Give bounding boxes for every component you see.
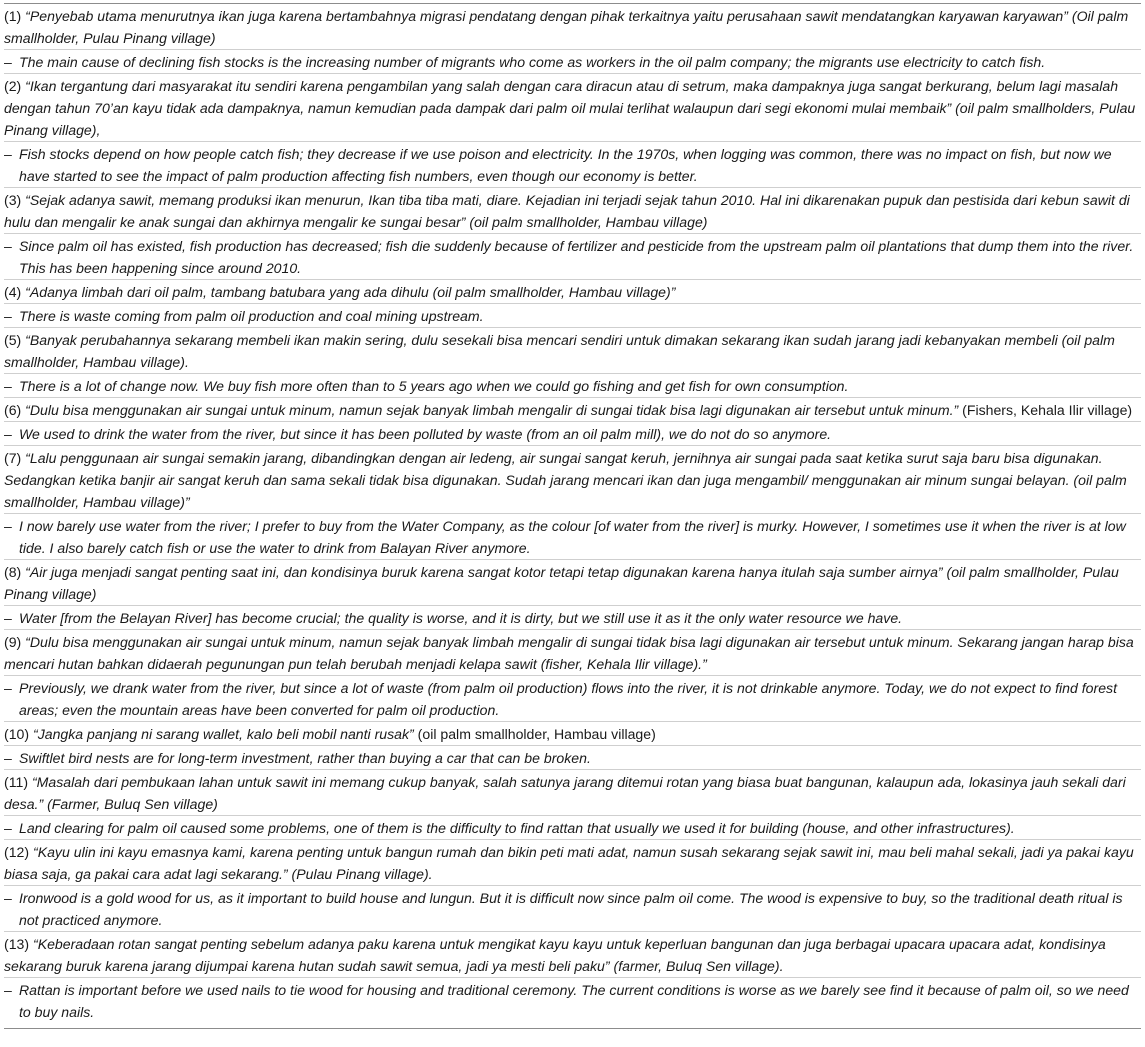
quote-entry xyxy=(4,721,1141,769)
entry-number: (13) xyxy=(4,936,30,952)
translation-text: Ironwood is a gold wood for us, as it important to build house and lungun. But it is difficult now since palm oil come. The wood is expensive to buy, so the traditional death ritual is not practiced anymore. xyxy=(19,890,1123,928)
entry-number: (5) xyxy=(4,332,22,348)
quote-entry xyxy=(4,279,1141,327)
quotes-table xyxy=(4,0,1141,1029)
dash-marker: – xyxy=(4,308,12,324)
dash-marker: – xyxy=(4,680,12,696)
translation-cell xyxy=(4,303,1141,327)
translation-cell xyxy=(4,49,1141,73)
quote-entry xyxy=(4,769,1141,839)
translation-cell xyxy=(4,885,1141,931)
translation-text: I now barely use water from the river; I prefer to buy from the Water Company, as the colour [of water from the river] is murky. However, I sometimes use it when the river is at low tide. I also barely catch fish or use the water to drink from Balayan River anymore. xyxy=(19,518,1126,556)
quote-source: (oil palm smallholder, Hambau village) xyxy=(417,726,656,742)
original-quote-text: “Ikan tergantung dari masyarakat itu sendiri karena pengambilan yang salah dengan cara diracun atau di setrum, maka dampaknya juga sangat berkurang, belum lagi masalah dengan tahun 70’an kayu tidak ada dampaknya, namun kemudian pada dampak dari palm oil mulai terlihat walaupun dari segi ekonomi mulai membaik” (oil palm smallholders, Pulau Pinang village), xyxy=(4,78,1136,138)
translation-text: We used to drink the water from the river, but since it has been polluted by waste (from an oil palm mill), we do not do so anymore. xyxy=(19,426,832,442)
translation-text: Land clearing for palm oil caused some problems, one of them is the difficulty to find rattan that usually we used it for building (house, and other infrastructures). xyxy=(19,820,1015,836)
translation-cell xyxy=(4,233,1141,279)
entry-number: (4) xyxy=(4,284,22,300)
original-quote-cell xyxy=(4,74,1141,141)
quote-source: (Fishers, Kehala Ilir village) xyxy=(962,402,1133,418)
translation-cell xyxy=(4,815,1141,839)
entry-number: (2) xyxy=(4,78,22,94)
translation-cell xyxy=(4,373,1141,397)
original-quote-text: “Kayu ulin ini kayu emasnya kami, karena penting untuk bangun rumah dan bikin peti mati adat, namun susah sekarang sejak sawit ini, mau beli mahal sekali, jadi ya pakai kayu biasa saja, ga pakai cara adat lagi sekarang.” (Pulau Pinang village). xyxy=(4,844,1134,882)
original-quote-text: “Dulu bisa menggunakan air sungai untuk minum, namun sejak banyak limbah mengalir di sungai tidak bisa lagi digunakan air tersebut untuk minum.” xyxy=(25,402,959,418)
original-quote-text: “Jangka panjang ni sarang wallet, kalo beli mobil nanti rusak” xyxy=(33,726,414,742)
original-quote-text: “Banyak perubahannya sekarang membeli ikan makin sering, dulu sesekali bisa mencari sendiri untuk dimakan sekarang ikan sudah jarang jadi kebanyakan membeli (oil palm smallholder, Hambau village). xyxy=(4,332,1115,370)
entry-number: (3) xyxy=(4,192,22,208)
quote-entry xyxy=(4,327,1141,397)
translation-text: Previously, we drank water from the river, but since a lot of waste (from palm oil production) flows into the river, it is not drinkable anymore. Today, we do not expect to find forest areas; even the mountain areas have been converted for palm oil production. xyxy=(19,680,1117,718)
quote-entry xyxy=(4,839,1141,931)
entry-number: (9) xyxy=(4,634,22,650)
translation-cell xyxy=(4,605,1141,629)
dash-marker: – xyxy=(4,54,12,70)
original-quote-cell xyxy=(4,4,1141,49)
quote-entry xyxy=(4,445,1141,559)
original-quote-text: “Penyebab utama menurutnya ikan juga karena bertambahnya migrasi pendatang dengan pihak terkaitnya yaitu perusahaan sawit mendatangkan karyawan karyawan” (Oil palm smallholder, Pulau Pinang village) xyxy=(4,8,1129,46)
quote-entry xyxy=(4,187,1141,279)
original-quote-cell xyxy=(4,932,1141,977)
dash-marker: – xyxy=(4,820,12,836)
translation-cell xyxy=(4,421,1141,445)
translation-text: Since palm oil has existed, fish production has decreased; fish die suddenly because of fertilizer and pesticide from the upstream palm oil plantations that dump them into the river. This has been happening since around 2010. xyxy=(19,238,1134,276)
quote-entry xyxy=(4,559,1141,629)
original-quote-cell xyxy=(4,280,1141,303)
translation-text: Fish stocks depend on how people catch fish; they decrease if we use poison and electricity. In the 1970s, when logging was common, there was no impact on fish, but now we have started to see the impact of palm production affecting fish numbers, even though our economy is better. xyxy=(19,146,1112,184)
original-quote-text: “Masalah dari pembukaan lahan untuk sawit ini memang cukup banyak, salah satunya jarang ditemui rotan yang biasa buat bangunan, kalaupun ada, lokasinya jauh sekali dari desa.” (Farmer, Buluq Sen village) xyxy=(4,774,1126,812)
quote-entry xyxy=(4,73,1141,187)
dash-marker: – xyxy=(4,238,12,254)
translation-text: There is waste coming from palm oil production and coal mining upstream. xyxy=(19,308,484,324)
dash-marker: – xyxy=(4,378,12,394)
translation-text: There is a lot of change now. We buy fish more often than to 5 years ago when we could go fishing and get fish for own consumption. xyxy=(19,378,849,394)
dash-marker: – xyxy=(4,518,12,534)
original-quote-text: “Sejak adanya sawit, memang produksi ikan menurun, Ikan tiba tiba mati, diare. Kejadian ini terjadi sejak tahun 2010. Hal ini dikarenakan pupuk dan pestisida dari kebun sawit di hulu dan mengalir ke anak sungai dan akhirnya mengalir ke sungai besar” (oil palm smallholder, Hambau village) xyxy=(4,192,1130,230)
original-quote-cell xyxy=(4,560,1141,605)
dash-marker: – xyxy=(4,610,12,626)
translation-text: Swiftlet bird nests are for long-term investment, rather than buying a car that can be broken. xyxy=(19,750,591,766)
quote-entry xyxy=(4,4,1141,73)
translation-text: Water [from the Belayan River] has become crucial; the quality is worse, and it is dirty, but we still use it as it the only water resource we have. xyxy=(19,610,903,626)
translation-text: The main cause of declining fish stocks is the increasing number of migrants who come as workers in the oil palm company; the migrants use electricity to catch fish. xyxy=(19,54,1046,70)
original-quote-text: “Dulu bisa menggunakan air sungai untuk minum, namun sejak banyak limbah mengalir di sungai tidak bisa lagi digunakan air tersebut untuk minum. Sekarang jangan harap bisa mencari hutan bahkan didaerah pegunungan pun telah berubah menjadi kelapa sawit (fisher, Kehala Ilir village).” xyxy=(4,634,1134,672)
original-quote-cell xyxy=(4,446,1141,513)
entry-number: (6) xyxy=(4,402,22,418)
translation-cell xyxy=(4,745,1141,769)
quote-entry xyxy=(4,629,1141,721)
dash-marker: – xyxy=(4,146,12,162)
original-quote-cell xyxy=(4,722,1141,745)
entry-number: (10) xyxy=(4,726,30,742)
original-quote-cell xyxy=(4,840,1141,885)
translation-cell xyxy=(4,675,1141,721)
dash-marker: – xyxy=(4,982,12,998)
entry-number: (11) xyxy=(4,774,29,790)
dash-marker: – xyxy=(4,426,12,442)
quote-entry xyxy=(4,397,1141,445)
translation-text: Rattan is important before we used nails to tie wood for housing and traditional ceremony. The current conditions is worse as we barely see find it because of palm oil, so we need to buy nails. xyxy=(19,982,1129,1020)
dash-marker: – xyxy=(4,890,12,906)
quotes-rows xyxy=(4,4,1141,1023)
entry-number: (7) xyxy=(4,450,22,466)
original-quote-text: “Air juga menjadi sangat penting saat ini, dan kondisinya buruk karena sangat kotor tetapi tetap digunakan karena hanya itulah saja sumber airnya” (oil palm smallholder, Pulau Pinang village) xyxy=(4,564,1119,602)
quote-entry xyxy=(4,931,1141,1023)
entry-number: (8) xyxy=(4,564,22,580)
original-quote-cell xyxy=(4,770,1141,815)
translation-cell xyxy=(4,513,1141,559)
entry-number: (12) xyxy=(4,844,30,860)
original-quote-cell xyxy=(4,328,1141,373)
original-quote-text: “Keberadaan rotan sangat penting sebelum adanya paku karena untuk mengikat kayu kayu untuk keperluan bangunan dan juga berbagai upacara upacara adat, kondisinya sekarang buruk karena jarang dijumpai karena hutan sudah sawit semua, jadi ya mesti beli paku” (farmer, Buluq Sen village). xyxy=(4,936,1106,974)
translation-cell xyxy=(4,141,1141,187)
original-quote-text: “Adanya limbah dari oil palm, tambang batubara yang ada dihulu (oil palm smallholder, Hambau village)” xyxy=(25,284,676,300)
original-quote-text: “Lalu penggunaan air sungai semakin jarang, dibandingkan dengan air ledeng, air sungai sangat keruh, jernihnya air sungai pada saat ketika surut saja baru bisa digunakan. Sedangkan ketika banjir air sangat keruh dan sama sekali tidak bisa digunakan. Sudah jarang mencari ikan dan juga mengambil/ menggunakan air minum sungai belayan. (oil palm smallholder, Hambau village)” xyxy=(4,450,1127,510)
table-bottom-rule xyxy=(4,1028,1141,1029)
original-quote-cell xyxy=(4,188,1141,233)
translation-cell xyxy=(4,977,1141,1023)
original-quote-cell xyxy=(4,398,1141,421)
entry-number: (1) xyxy=(4,8,22,24)
original-quote-cell xyxy=(4,630,1141,675)
dash-marker: – xyxy=(4,750,12,766)
